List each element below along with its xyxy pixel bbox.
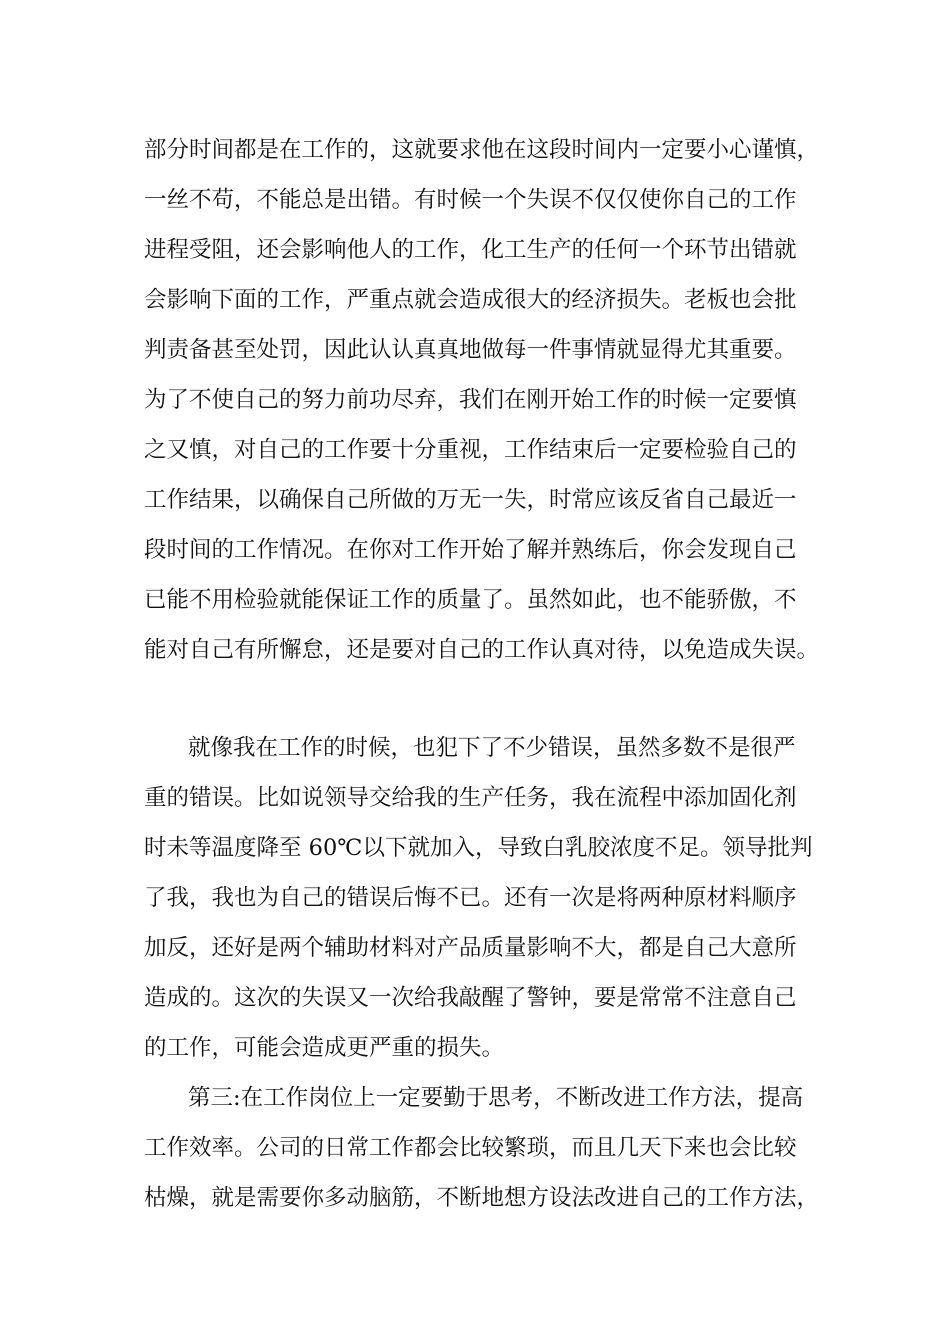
text-line: 工作效率。公司的日常工作都会比较繁琐，而且几天下来也会比较 xyxy=(144,1135,797,1161)
paragraph-first-line: 第三:在工作岗位上一定要勤于思考，不断改进工作方法，提高 xyxy=(188,1085,804,1111)
text-line: 一丝不苟，不能总是出错。有时候一个失误不仅仅使你自己的工作 xyxy=(144,187,797,213)
text-line: 部分时间都是在工作的，这就要求他在这段时间内一定要小心谨慎， xyxy=(144,137,820,163)
text-line: 重的错误。比如说领导交给我的生产任务，我在流程中添加固化剂 xyxy=(144,785,797,811)
text-line: 能对自己有所懈怠，还是要对自己的工作认真对待，以免造成失误。 xyxy=(144,637,820,663)
text-line: 造成的。这次的失误又一次给我敲醒了警钟，要是常常不注意自己 xyxy=(144,985,797,1011)
text-line: 时未等温度降至 60℃以下就加入，导致白乳胶浓度不足。领导批判 xyxy=(144,835,813,861)
text-line: 加反，还好是两个辅助材料对产品质量影响不大，都是自己大意所 xyxy=(144,935,797,961)
text-line: 进程受阻，还会影响他人的工作，化工生产的任何一个环节出错就 xyxy=(144,237,797,263)
text-line: 的工作，可能会造成更严重的损失。 xyxy=(144,1035,505,1061)
text-line: 工作结果，以确保自己所做的万无一失，时常应该反省自己最近一 xyxy=(144,487,797,513)
text-line: 判责备甚至处罚，因此认认真真地做每一件事情就显得尤其重要。 xyxy=(144,337,797,363)
text-line: 了我，我也为自己的错误后悔不已。还有一次是将两种原材料顺序 xyxy=(144,885,797,911)
text-line: 为了不使自己的努力前功尽弃，我们在刚开始工作的时候一定要慎 xyxy=(144,387,797,413)
paragraph-first-line: 就像我在工作的时候，也犯下了不少错误，虽然多数不是很严 xyxy=(188,735,796,761)
text-line: 段时间的工作情况。在你对工作开始了解并熟练后，你会发现自己 xyxy=(144,537,797,563)
text-line: 会影响下面的工作，严重点就会造成很大的经济损失。老板也会批 xyxy=(144,287,797,313)
text-line: 已能不用检验就能保证工作的质量了。虽然如此，也不能骄傲，不 xyxy=(144,587,797,613)
text-line: 之又慎，对自己的工作要十分重视，工作结束后一定要检验自己的 xyxy=(144,437,797,463)
text-line: 枯燥，就是需要你多动脑筋，不断地想方设法改进自己的工作方法， xyxy=(144,1185,820,1211)
